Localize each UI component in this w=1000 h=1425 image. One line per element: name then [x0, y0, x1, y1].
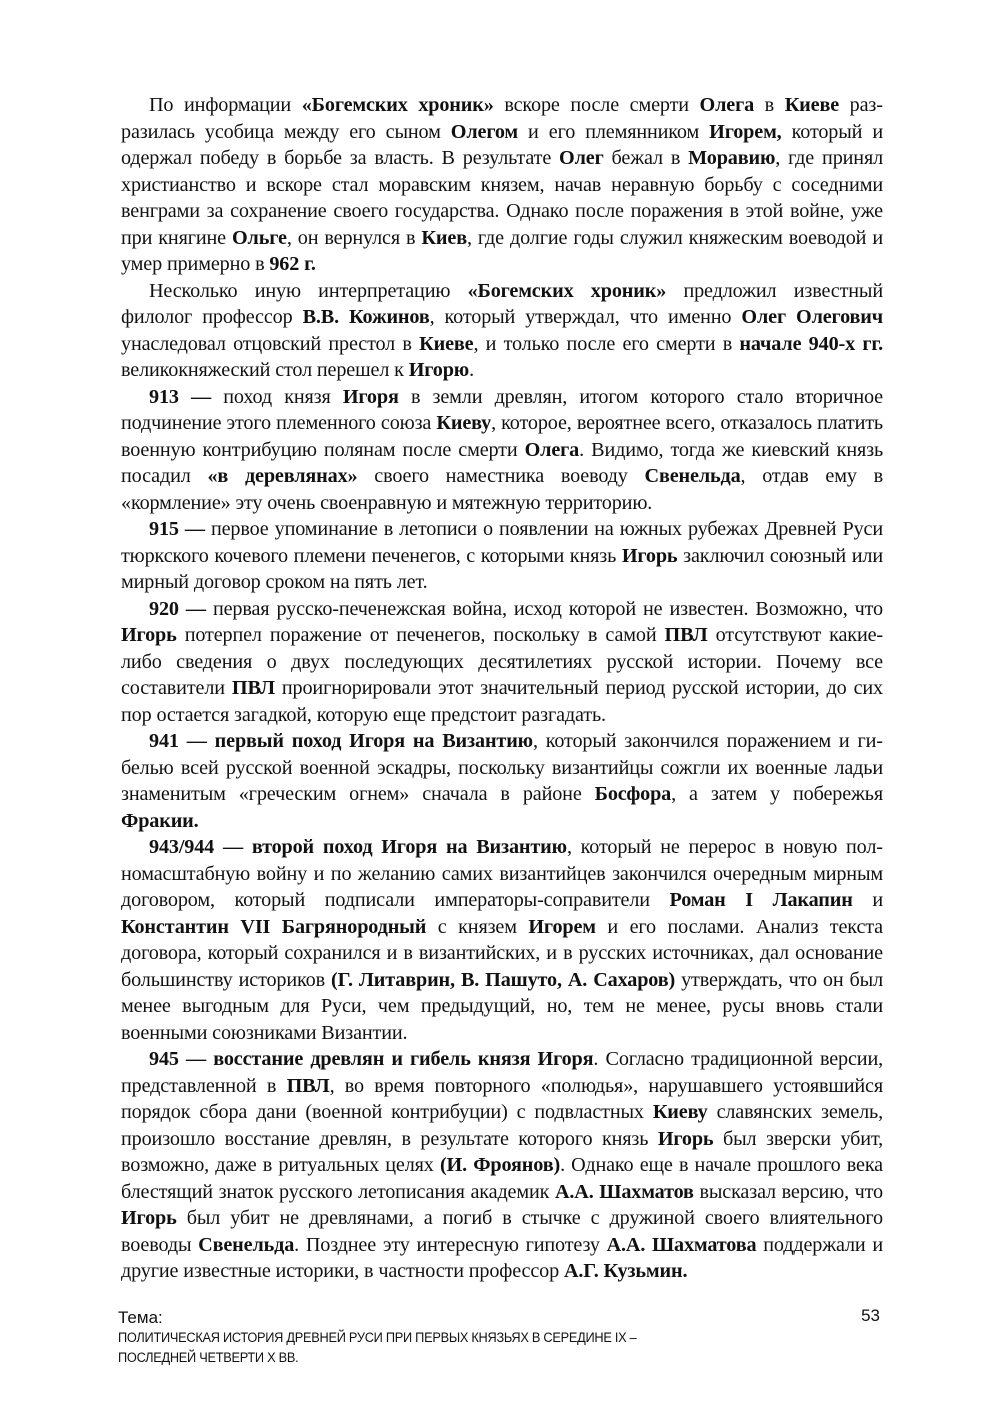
text-run: высказал версию, что [693, 1180, 883, 1203]
text-run: предложил известный филолог профессор [121, 279, 883, 328]
text-run: , и только после его смерти в [473, 332, 740, 355]
bold-text: Киеве [784, 94, 840, 116]
bold-text: Константин VII Багрянородный [121, 915, 427, 938]
text-run: проигнорировали этот значительный период русской истории, до сих пор остается загадкой, которую еще предстоит разгадать. [121, 677, 883, 726]
bold-text: В.В. Кожинов [302, 306, 430, 328]
footer-topic-line-1: ПОЛИТИЧЕСКАЯ ИСТОРИЯ ДРЕВНЕЙ РУСИ ПРИ ПЕРВЫХ КНЯЗЬЯХ В СЕРЕДИНЕ IX – [118, 1330, 637, 1346]
text-run: первое упоминание в летописи о появлении на южных рубежах Древней Руси тюркского кочевого племени печенегов, с которыми князь [121, 518, 883, 567]
bold-text: Игорем, [709, 120, 782, 143]
bold-text: Олег Олегович [741, 306, 883, 328]
bold-text: 915 — [149, 518, 205, 540]
bold-text: А.Г. Кузьмин. [563, 1260, 688, 1282]
bold-text: Игорю [408, 359, 470, 381]
text-run: . Видимо, тогда же киевский князь посадил [121, 438, 884, 487]
bold-text: (И. Фроянов) [439, 1154, 561, 1176]
text-run: , который не перерос в новую полномасштабную войну и по желанию самих византийцев закончился очередным мирным договором, который подписали императоры-соправители [121, 836, 883, 911]
footer-topic-line-2: ПОСЛЕДНЕЙ ЧЕТВЕРТИ X ВВ. [118, 1349, 299, 1366]
text-run: , а затем у побережья [671, 783, 883, 805]
bold-text: Киеву [652, 1101, 708, 1123]
bold-text: Свенельда [198, 1233, 295, 1256]
text-run: в земли древлян, итогом которого стало вторичное подчинение этого племенного союза [121, 385, 883, 434]
paragraph [121, 834, 883, 1046]
text-run: и [852, 889, 883, 911]
text-run: утверждать, что он был менее выгодным для Руси, чем предыдущий, но, тем не менее, русы вновь стали военными союзниками Византии. [121, 968, 884, 1044]
text-run: , отдав ему в «кормление» эту очень своенравную и мятежную территорию. [121, 465, 883, 514]
text-run: который и одержал победу в борьбе за власть. В результате [121, 120, 884, 169]
bold-text: Фракии. [121, 809, 199, 832]
bold-text: Киеву [436, 412, 492, 434]
bold-text: (Г. Литаврин, В. Пашуто, А. Сахаров) [331, 968, 676, 991]
paragraph [121, 92, 883, 278]
text-run: . Однако еще в начале прошлого века блестящий знаток русского летописания академик [121, 1154, 883, 1203]
paragraph [121, 728, 883, 834]
text-run: и его послами. Анализ текста договора, который сохранился и в византийских, и в русских источниках, дал основание большинству историков [121, 915, 883, 991]
bold-text: Игорь [657, 1127, 714, 1150]
paragraph [121, 596, 883, 729]
footer-topic-label: Тема: [118, 1308, 163, 1327]
text-run: потерпел поражение от печенегов, поскольку в самой [176, 624, 665, 646]
bold-text: ПВЛ [664, 624, 708, 646]
text-run: , он вернулся в [286, 226, 422, 249]
text-run: поход князя [211, 385, 343, 408]
bold-text: «Богемских хроник» [301, 94, 494, 116]
text-run: , которое, вероятнее всего, отказалось платить военную контрибуцию полянам после смерти [121, 412, 883, 461]
bold-text: ПВЛ [286, 1074, 330, 1097]
text-run: разразилась усобица между его сыном [121, 94, 883, 143]
bold-text: «Богемских хроник» [467, 279, 667, 302]
text-run: Несколько иную интерпретацию [149, 279, 468, 302]
bold-text: Олегом [450, 120, 518, 143]
text-run: бежал в [603, 147, 689, 169]
text-run: , во время повторного «полюдья», нарушавшего устоявшийся порядок сбора дани (военной контрибуции) с подвластных [121, 1074, 883, 1123]
paragraph [121, 384, 883, 517]
text-run: . Позднее эту интересную гипотезу [294, 1233, 607, 1256]
bold-text: Босфора [594, 783, 672, 805]
bold-text: 962 г. [269, 253, 316, 275]
text-run: , который закончился поражением и гибелью всей русской военной эскадры, поскольку византийцы сожгли их военные ладьи знаменитым «греческим огнем» сначала в районе [121, 730, 883, 805]
text-run: , который утверждал, что именно [429, 306, 742, 328]
bold-text: 945 — восстание древлян и гибель князя Игоря [149, 1048, 594, 1070]
text-run: с князем [426, 915, 529, 938]
bold-text: Киеве [419, 332, 474, 355]
bold-text: ПВЛ [231, 677, 275, 699]
text-run: , где принял христианство и вскоре стал моравским князем, начав неравную борьбу с соседними венграми за сохранение своего государства. Однако после поражения в этой войне, уже при княгине [121, 147, 883, 249]
bold-text: Ольге [232, 226, 287, 249]
paragraph [121, 516, 883, 596]
text-run: отсутствуют какие-либо сведения о двух последующих десятилетиях русской истории. Почему все составители [121, 624, 883, 699]
bold-text: 941 — первый поход Игоря на Византию [149, 730, 533, 752]
bold-text: Роман I Лакапин [669, 889, 853, 911]
text-run: По информации [149, 94, 302, 116]
bold-text: Олега [524, 438, 580, 461]
bold-text: 920 — [149, 597, 206, 620]
text-run: великокняжеский стол перешел к [121, 359, 409, 381]
bold-text: Олега [699, 94, 755, 116]
body-text [121, 92, 883, 1285]
text-run: заключил союзный или мирный договор сроком на пять лет. [121, 544, 883, 593]
text-run: поддержали и другие известные историки, в частности профессор [121, 1233, 883, 1282]
paragraph [121, 278, 883, 384]
bold-text: Игорем [528, 915, 596, 938]
bold-text: Киев [421, 226, 467, 249]
text-run: . [469, 359, 474, 381]
page-number: 53 [861, 1306, 880, 1325]
text-run: в [754, 94, 785, 116]
bold-text: 913 — [149, 385, 212, 408]
bold-text: А.А. Шахматов [554, 1180, 694, 1203]
text-run: унаследовал отцовский престол в [121, 332, 420, 355]
text-run: первая русско-печенежская война, исход которой не известен. Возможно, что [205, 597, 883, 620]
text-run: и его племянником [518, 120, 710, 143]
bold-text: начале 940-х гг. [739, 332, 883, 355]
bold-text: Моравию [688, 147, 776, 169]
text-run: . Согласно традиционной версии, представленной в [121, 1048, 884, 1097]
bold-text: 943/944 — второй поход Игоря на Византию [149, 836, 567, 858]
text-run: славянских земель, произошло восстание древлян, в результате которого князь [121, 1101, 883, 1150]
text-run: своего наместника воеводу [357, 465, 645, 487]
bold-text: Игорь [121, 624, 177, 646]
bold-text: «в деревлянах» [207, 465, 358, 487]
bold-text: Игорь [121, 1207, 177, 1229]
bold-text: Олег [559, 147, 604, 169]
bold-text: Свенельда [644, 465, 741, 487]
paragraph [121, 1046, 883, 1285]
text-run: был убит не древлянами, а погиб в стычке с дружиной своего влиятельного воеводы [121, 1207, 883, 1256]
text-run: , где долгие годы служил княжеским воеводой и умер примерно в [121, 226, 883, 275]
bold-text: Игоря [342, 385, 399, 408]
text-run: вскоре после смерти [493, 94, 700, 116]
page-footer [118, 1307, 884, 1368]
text-run: был зверски убит, возможно, даже в ритуальных целях [121, 1127, 883, 1176]
bold-text: А.А. Шахматова [606, 1233, 757, 1256]
bold-text: Игорь [621, 544, 678, 567]
